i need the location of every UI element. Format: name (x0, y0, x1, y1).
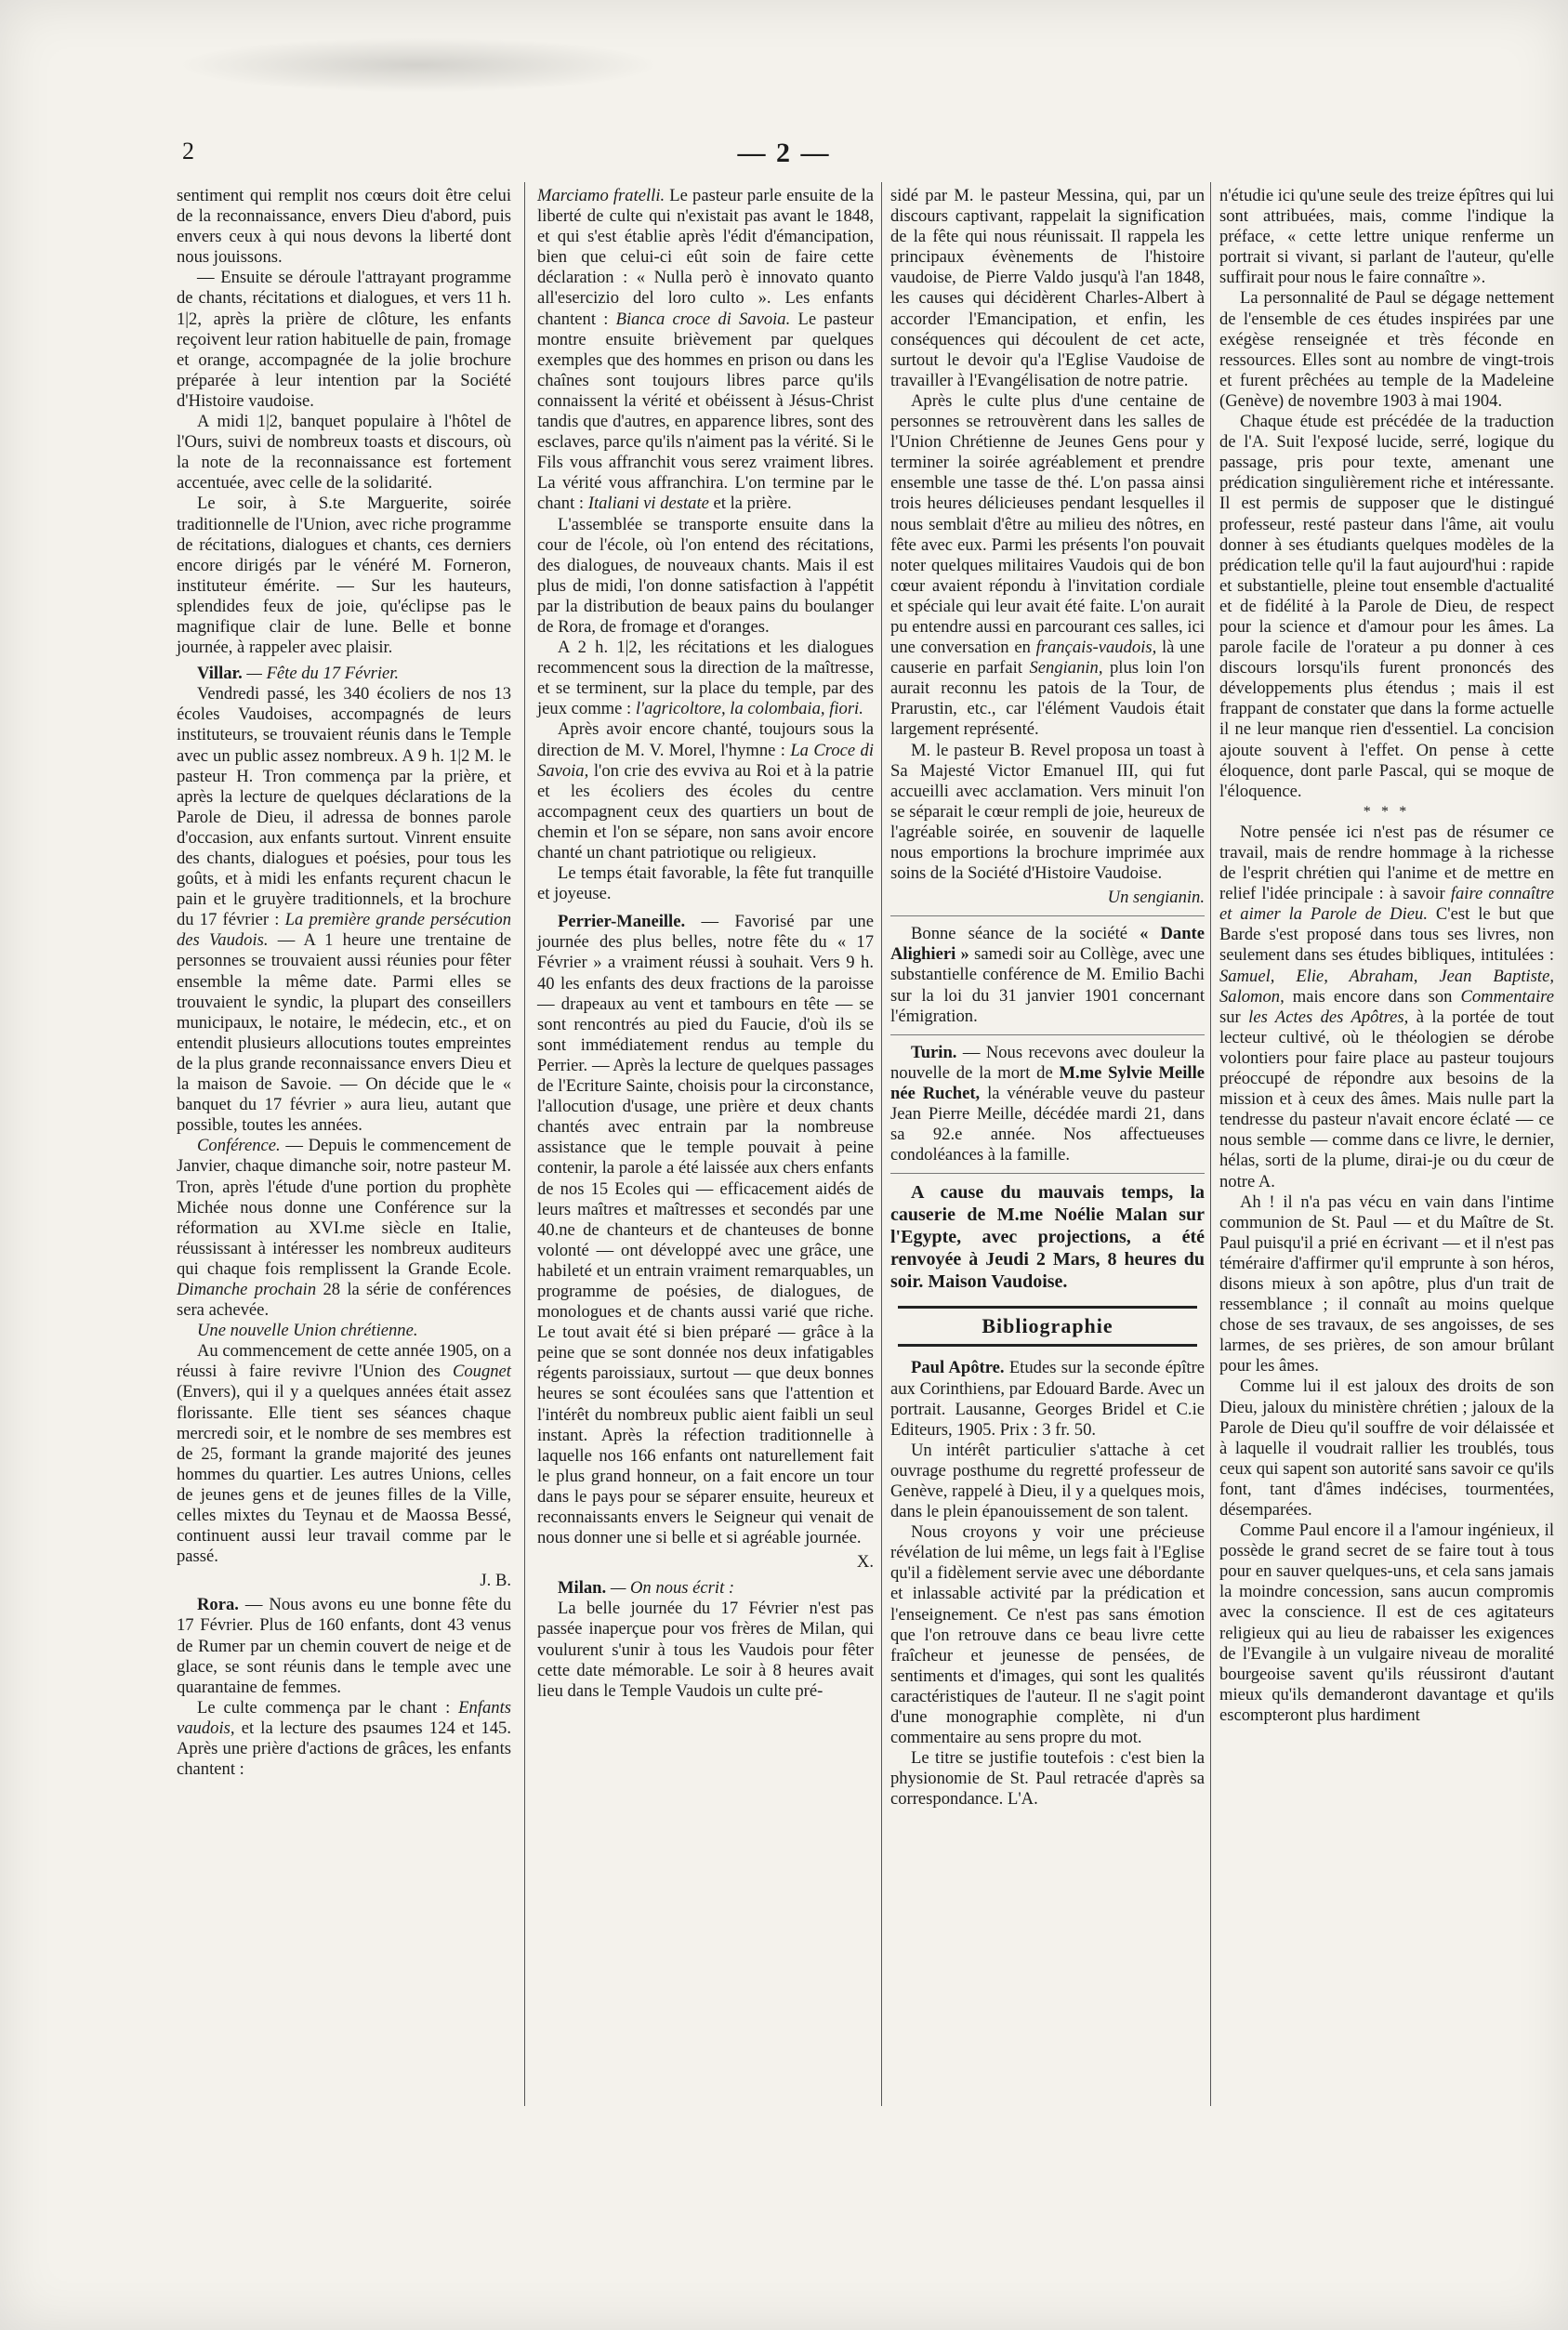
article-milan: Milan. — On nous écrit : (558, 1578, 735, 1599)
section-subheading: Une nouvelle Union chrétienne. (197, 1321, 418, 1341)
paragraph: A midi 1|2, banquet populaire à l'hôtel de l'Ours, suivi de nombreux toasts et discours, où la note de la reconnaissance est fortement accentuée, avec celle de la solidarité. (177, 412, 511, 494)
paragraph: Comme lui il est jaloux des droits de son Dieu, jaloux du ministère chrétien ; jaloux de la Parole de Dieu qu'il souffre de voir délaissée et à laquelle il voudrait rallier les troublés, tous ceux qui sapent son autorité sans savoir ce qu'ils font, tant d'âmes indécises, tourmentées, désemparées. (1219, 1376, 1554, 1520)
paragraph: A 2 h. 1|2, les récitations et les dialogues recommencent sous la direction de la maîtresse, et se terminent, sur la place du temple, par des jeux comme : l'agricoltore, la colombaia, fiori. (537, 638, 874, 719)
section-separator-stars: * * * (1363, 803, 1411, 820)
paragraph: L'assemblée se transporte ensuite dans la cour de l'école, où l'on entend des récitations, des dialogues, de nouveaux chants. Mais il est plus de midi, l'on donne satisfaction à l'appétit par la distribution de beaux pains du boulanger de Rora, de fromage et d'oranges. (537, 514, 874, 637)
paragraph: Chaque étude est précédée de la traduction de l'A. Suit l'exposé lucide, serré, logique du passage, pris pour texte, amenant une prédication singulièrement riche et intéressante. Il est permis de supposer que le distingué professeur, resté pasteur dans l'âme, ait voulu donner à ses étudiants quelques modèles de la prédication telle qu'il la faut aujourd'hui : rapide et substantielle, pleine tout ensemble d'actualité et de fidélité à la Parole de Dieu, de respect pour la science et d'amour pour les âmes. La parole facile de l'orateur a pu donner à ces discours lorsqu'ils furent prononcés des développements plus étendus ; mais il est frappant de constater que dans la forme actuelle il ne leur manque rien d'essentiel. La concision ajoute souvent à l'effet. On pense à cette éloquence, dont parle Pascal, qui se moque de l'éloquence. (1219, 412, 1554, 801)
paragraph: Le titre se justifie toutefois : c'est bien la physionomie de St. Paul retracée d'après sa correspondance. L'A. (890, 1748, 1205, 1810)
paragraph: Nous croyons y voir une précieuse révélation de lui même, un legs fait à l'Eglise qu'il a fidèlement servie avec une débordante et inlassable activité par la prédication et l'enseignement. Ce n'est pas sans émotion que l'on retrouve dans ce beau livre cette fraîcheur et jeunesse de pensées, de sentiments et d'images, qui sont les qualités caractéristiques de l'auteur. Il ne s'agit point d'une monographie complète, ni d'un commentaire au sens propre du mot. (890, 1522, 1205, 1748)
column-2 (537, 186, 874, 1702)
page-number: — 2 — (737, 138, 831, 168)
paragraph: — Ensuite se déroule l'attrayant programme de chants, récitations et dialogues, et vers 11 h. 1|2, après la prière de clôture, les enfants reçoivent leur ration habituelle de pain, fromage et orange, accompagnée de la jolie brochure préparée à leur intention par la Société d'Histoire vaudoise. (177, 268, 511, 411)
paragraph: Marciamo fratelli. Le pasteur parle ensuite de la liberté de culte qui n'existait pas avant le 1848, et qui s'est établie après l'édit d'émancipation, bien que celui-ci eût soin de faire cette déclaration : « Nulla però è innovato quanto all'esercizio del loro culto ». Les enfants chantent : Bianca croce di Savoia. Le pasteur montre ensuite brièvement par quelques exemples que des hommes en prison ou dans les chaînes sont toujours libres parce qu'ils connaissent la vérité et obéissent à Jésus-Christ tandis que d'autres, en apparence libres, sont des esclaves, parce qu'ils n'aiment pas la vérité. Si le Fils vous affranchit vous serez vraiment libres. La vérité vous affranchira. L'on termine par le chant : Italiani vi destate et la prière. (537, 186, 875, 514)
divider (890, 915, 1205, 916)
column-1 (177, 186, 511, 1780)
article-heading: Turin. (911, 1042, 957, 1062)
paragraph: Ah ! il n'a pas vécu en vain dans l'intime communion de St. Paul — et du Maître de St. Paul puisqu'il a prié en écrivant — et il n'est pas téméraire d'affirmer qu'il emprunte à son héros, disons mieux à son apôtre, plus d'un trait de ressemblance ; il connaît au moins quelque chose de ses travaux, de ses angoisses, de ses larmes, de ses prières, de son amour brûlant pour les âmes. (1219, 1191, 1554, 1376)
divider (890, 1173, 1205, 1174)
paragraph: Bonne séance de la société « Dante Alighieri » samedi soir au Collège, avec une substantielle conférence de M. Emilio Bachi sur la loi du 31 janvier 1901 concernant l'émigration. (890, 924, 1205, 1026)
paragraph: Après le culte plus d'une centaine de personnes se retrouvèrent dans les salles de l'Union Chrétienne de Jeunes Gens pour y terminer la soirée agréablement et prendre ensemble une tasse de thé. L'on passa ainsi trois heures délicieuses pendant lesquelles il nous semblait d'être au milieu des nôtres, en fête avec eux. Parmi les présents l'on pouvait noter quelques militaires Vaudois qui de bon cœur avaient répondu à l'invitation cordiale et spéciale qui leur avait été faite. L'on aurait pu entendre aussi en parcourant ces salles, ici une conversation en français-vaudois, là une causerie en parfait Sengianin, plus loin l'on aurait reconnu les patois de la Tour, de Prarustin, etc., car l'élément Vaudois était largement représenté. (890, 390, 1205, 740)
paragraph: La belle journée du 17 Février n'est pas passée inaperçue pour vos frères de Milan, qui voulurent s'unir à tous les Vaudois pour fêter cette date mémorable. Le soir à 8 heures avait lieu dans le Temple Vaudois un culte pré- (537, 1599, 874, 1701)
article-heading: Milan. (558, 1578, 607, 1599)
paragraph: Le soir, à S.te Marguerite, soirée traditionnelle de l'Union, avec riche programme de récitations, dialogues et chants, ces derniers encore dirigés par le vénéré M. Forneron, instituteur émérite. — Sur les hauteurs, splendides feux de joie, qu'éclipse pas le magnifique clair de lune. Belle et bonne journée, à rappeler avec plaisir. (177, 494, 511, 658)
paragraph: Comme Paul encore il a l'amour ingénieux, il possède le grand secret de se faire tout à tous pour en sauver quelques-uns, et cela sans jamais la moindre concession, sans aucun compromis avec la conscience. Il est de ces agitateurs religieux qui au lieu de rabaisser les exigences de l'Evangile à un vulgaire niveau de moralité bourgeoise savent qu'ils réussiront d'autant mieux qu'ils demanderont davantage et qu'ils escompteront plus hardiment (1219, 1520, 1554, 1725)
column-4 (1219, 186, 1554, 1726)
paragraph: sidé par M. le pasteur Messina, qui, par un discours captivant, rappelait la signification de la fête qui nous réunissait. Il rappela les principaux évènements de l'histoire vaudoise, de Pierre Valdo jusqu'à l'an 1848, les causes qui décidèrent Charles-Albert à accorder l'Emancipation, et enfin, les conséquences qui découlent de cet acte, surtout le devoir qu'a l'Eglise Vaudoise de travailler à l'Evangélisation de notre patrie. (890, 186, 1205, 390)
signature: J. B. (480, 1571, 511, 1591)
paragraph: Un intérêt particulier s'attache à cet ouvrage posthume du regretté professeur de Genève, rappelé à Dieu, il y a quelques mois, dans le plein épanouissement de son talent. (890, 1440, 1205, 1522)
paragraph: Vendredi passé, les 340 écoliers de nos 13 écoles Vaudoises, accompagnés de leurs instituteurs, se trouvaient réunis dans le Temple avec un public assez nombreux. A 9 h. 1|2 M. le pasteur H. Tron commença par la prière, et après la lecture de quelques déclarations de la Parole de Dieu, il adressa de bonnes parole d'occasion, aux enfants surtout. Vinrent ensuite des chants, dialogues et poésies, pour tous les goûts, et à midi les enfants reçurent chacun le pain et le gruyère traditionnels, et la brochure du 17 février : La première grande persécution des Vaudois. — A 1 heure une trentaine de personnes se trouvaient aussi réunies pour fêter ensemble la même date. Parmi elles se trouvaient le syndic, la plupart des conseillers municipaux, le notaire, le médecin, etc., et on entendit plusieurs allocutions toutes empreintes de la plus grande reconnaissance envers Dieu et la maison de Savoie. — On décide que le « banquet du 17 février » aura lieu, autant que possible, toutes les années. (177, 684, 511, 1136)
paragraph: M. le pasteur B. Revel proposa un toast à Sa Majesté Victor Emanuel III, qui fut accueilli avec acclamation. Vers minuit l'on se séparait le cœur rempli de joie, heureux de l'agréable soirée, en souvenir de laquelle nous emportions la brochure imprimée aux soins de la Société d'Histoire Vaudoise. (890, 740, 1205, 884)
paragraph: sentiment qui remplit nos cœurs doit être celui de la reconnaissance, envers Dieu d'abord, puis envers ceux à qui nous devons la liberté dont nous jouissons. (177, 186, 511, 268)
paragraph: Le temps était favorable, la fête fut tranquille et joyeuse. (537, 863, 874, 904)
article-heading: Villar. (197, 664, 243, 684)
paragraph: La personnalité de Paul se dégage nettement de l'ensemble de ces études inspirées par une exégèse renseignée et très féconde en ressources. Elles sont au nombre de vingt-trois et furent prêchées au temple de la Madeleine (Genève) de novembre 1903 à mai 1904. (1219, 288, 1554, 411)
article-heading: Rora. (197, 1595, 239, 1615)
announcement: A cause du mauvais temps, la causerie de M.me Noélie Malan sur l'Egypte, avec projections, a été renvoyée à Jeudi 2 Mars, 8 heures du soir. Maison Vaudoise. (890, 1182, 1205, 1293)
article-villar (177, 664, 511, 684)
signature: Un sengianin. (1107, 888, 1205, 908)
column-rule (881, 182, 882, 2106)
column-rule (524, 182, 525, 2106)
book-entry: Paul Apôtre. Etudes sur la seconde épître aux Corinthiens, par Edouard Barde. Avec un portrait. Lausanne, Georges Bridel et C.ie Editeurs, 1905. Prix : 3 fr. 50. (890, 1358, 1205, 1440)
paragraph: n'étudie ici qu'une seule des treize épîtres qui lui sont attribuées, mais, comme l'indique la préface, « cette lettre unique renferme un portrait si vivant, si parlant de l'auteur, qu'elle suffirait pour nous le faire connaître ». (1219, 186, 1554, 288)
signature: X. (856, 1552, 874, 1573)
paragraph: Au commencement de cette année 1905, on a réussi à faire revivre l'Union des Cougnet (Envers), qui il y a quelques années était assez florissante. Elle tient ses séances chaque mercredi soir, et le nombre de ses membres est de 25, formant la grande majorité des jeunes hommes du quartier. Les autres Unions, celles de jeunes gens et de jeunes filles de la Ville, celles mixtes du Teynau et de Maossa Bessé, continuent aussi leur travail comme par le passé. (177, 1341, 511, 1567)
article-turin: Turin. — Nous recevons avec douleur la nouvelle de la mort de M.me Sylvie Meille née Ruchet, la vénérable veuve du pasteur Jean Pierre Meille, décédée mardi 21, dans sa 92.e année. Nos affectueuses condoléances à la famille. (890, 1042, 1205, 1165)
paragraph: Conférence. — Depuis le commencement de Janvier, chaque dimanche soir, notre pasteur M. Tron, après l'étude d'une portion du prophète Michée nous donne une Conférence sur la réformation au XVI.me siècle en Italie, réussissant à intéresser les nombreux auditeurs qui chaque fois remplissent la Grande Ecole. Dimanche prochain 28 la série de conférences sera achevée. (177, 1136, 512, 1321)
scan-smudge (177, 37, 660, 93)
column-3 (890, 186, 1205, 1810)
section-heading-bibliographie: Bibliographie (898, 1306, 1197, 1347)
divider (890, 1034, 1205, 1035)
article-heading: Perrier-Maneille. (558, 912, 686, 932)
paragraph: Notre pensée ici n'est pas de résumer ce travail, mais de rendre hommage à la richesse de l'esprit chrétien qui l'anime et de mettre en relief l'idée principale : à savoir faire connaître et aimer la Parole de Dieu. C'est le but que Barde s'est proposé dans tous ses livres, non seulement dans ses études bibliques, intitulées : Samuel, Elie, Abraham, Jean Baptiste, Salomon, mais encore dans son Commentaire sur les Actes des Apôtres, à la portée de tout lecteur cultivé, où le théologien se dérobe volontiers pour faire place au pasteur toujours préoccupé de répondre aux besoins de la mission et à ceux des âmes. Mais nulle part la tendresse du pasteur n'avait encore éclaté — ce nous semble — comme dans ce livre, le dernier, hélas, sorti de la plume, dirai-je ou du cœur de notre A. (1219, 822, 1555, 1191)
article-subheading: — Fête du 17 Février. (246, 664, 400, 684)
column-rule (1210, 182, 1211, 2106)
paragraph: Après avoir encore chanté, toujours sous la direction de M. V. Morel, l'hymne : La Croce di Savoia, l'on crie des evviva au Roi et à la patrie et les écoliers des écoles du centre accompagnent ceux des quartiers un bout de chemin et l'on se sépare, non sans avoir encore chanté un chant patriotique ou religieux. (537, 719, 874, 862)
paragraph: Le culte commença par le chant : Enfants vaudois, et la lecture des psaumes 124 et 145. Après une prière d'actions de grâces, les enfants chantent : (177, 1697, 512, 1780)
article-rora: Rora. — Nous avons eu une bonne fête du 17 Février. Plus de 160 enfants, dont 43 venus de Rumer par un chemin couvert de neige et de glace, se sont réunis dans le temple avec une quarantaine de femmes. (177, 1595, 511, 1697)
corner-mark: 2 (182, 138, 194, 165)
article-perrier: Perrier-Maneille. — Favorisé par une journée des plus belles, notre fête du « 17 Février » a vraiment réussi à souhait. Vers 9 h. 40 les enfants des deux fractions de la paroisse — drapeaux au vent et tambours en tête — se sont rencontrés au pied du Faucie, d'où ils se sont immédiatement rendus au temple du Perrier. — Après la lecture de quelques passages de l'Ecriture Sainte, choisis pour la circonstance, l'allocution d'usage, une prière et deux chants chantés avec entrain par la nombreuse assistance que le temple pouvait à peine contenir, la parole a été laissée aux chers enfants de nos 15 Ecoles qui — efficacement aidés de leurs maîtres et maîtresses et secondés par une 40.ne de chanteurs et de chanteuses de bonne volonté — ont développé avec une grâce, une habileté et un entrain vraiment remarquables, un programme de poésies, de dialogues, de monologues et de chants aussi varié que riche. Le tout avait été si bien préparé — grâce à la peine que se sont donnée nos deux infatigables régents paroissiaux, surtout — que deux bonnes heures se sont écoulées sans que l'attention et l'intérêt du nombreux public aient faibli un seul instant. Après la réfection traditionnelle à laquelle nos 166 enfants ont naturellement fait le plus grand honneur, on a fait encore un tour dans le pays pour se séparer ensuite, heureux et reconnaissants envers le Seigneur qui venait de nous donner une si belle et si agréable journée. (537, 912, 874, 1548)
